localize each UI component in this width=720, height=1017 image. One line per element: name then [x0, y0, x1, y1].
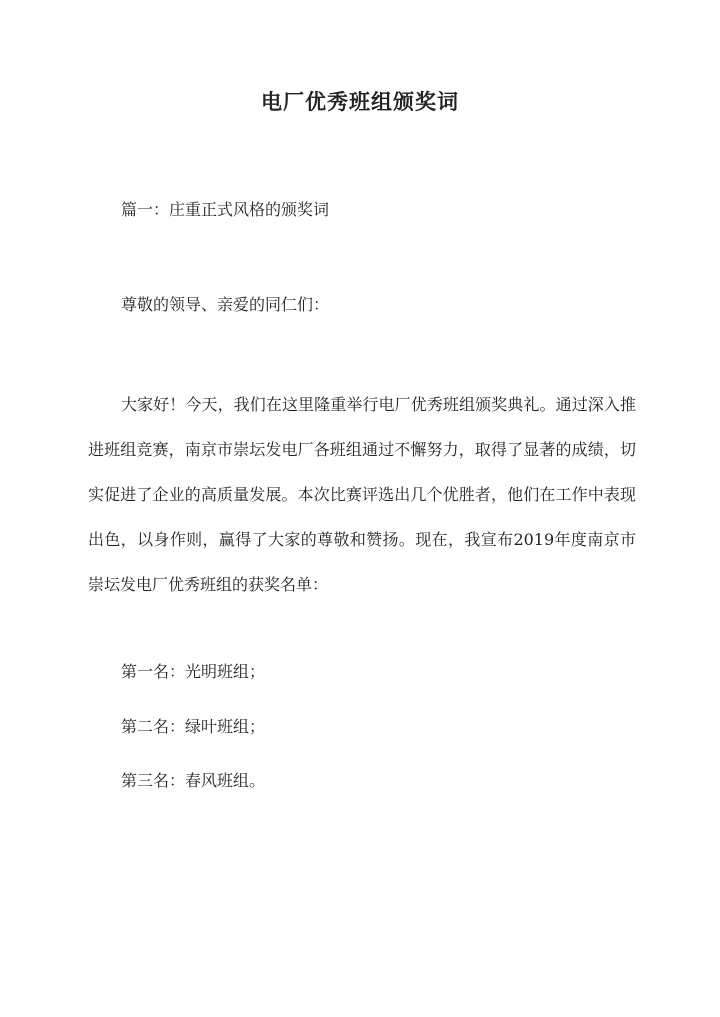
document-title: 电厂优秀班组颁奖词: [261, 89, 459, 114]
award-second: 第二名：绿叶班组；: [121, 717, 266, 736]
salutation: 尊敬的领导、亲爱的同仁们：: [121, 295, 330, 314]
body-paragraph: 大家好！今天，我们在这里隆重举行电厂优秀班组颁奖典礼。通过深入推进班组竞赛，南京市崇坛发电厂各班组通过不懈努力，取得了显著的成绩，切实促进了企业的高质量发展。本次比赛评选出几个优胜者，他们在工作中表现出色，以身作则，赢得了大家的尊敬和赞扬。现在，我宣布2019年度南京市崇坛发电厂优秀班组的获奖名单：: [88, 395, 636, 594]
award-first: 第一名：光明班组；: [121, 662, 266, 681]
section-heading: 篇一：庄重正式风格的颁奖词: [121, 200, 330, 219]
award-third: 第三名：春风班组。: [121, 771, 266, 790]
